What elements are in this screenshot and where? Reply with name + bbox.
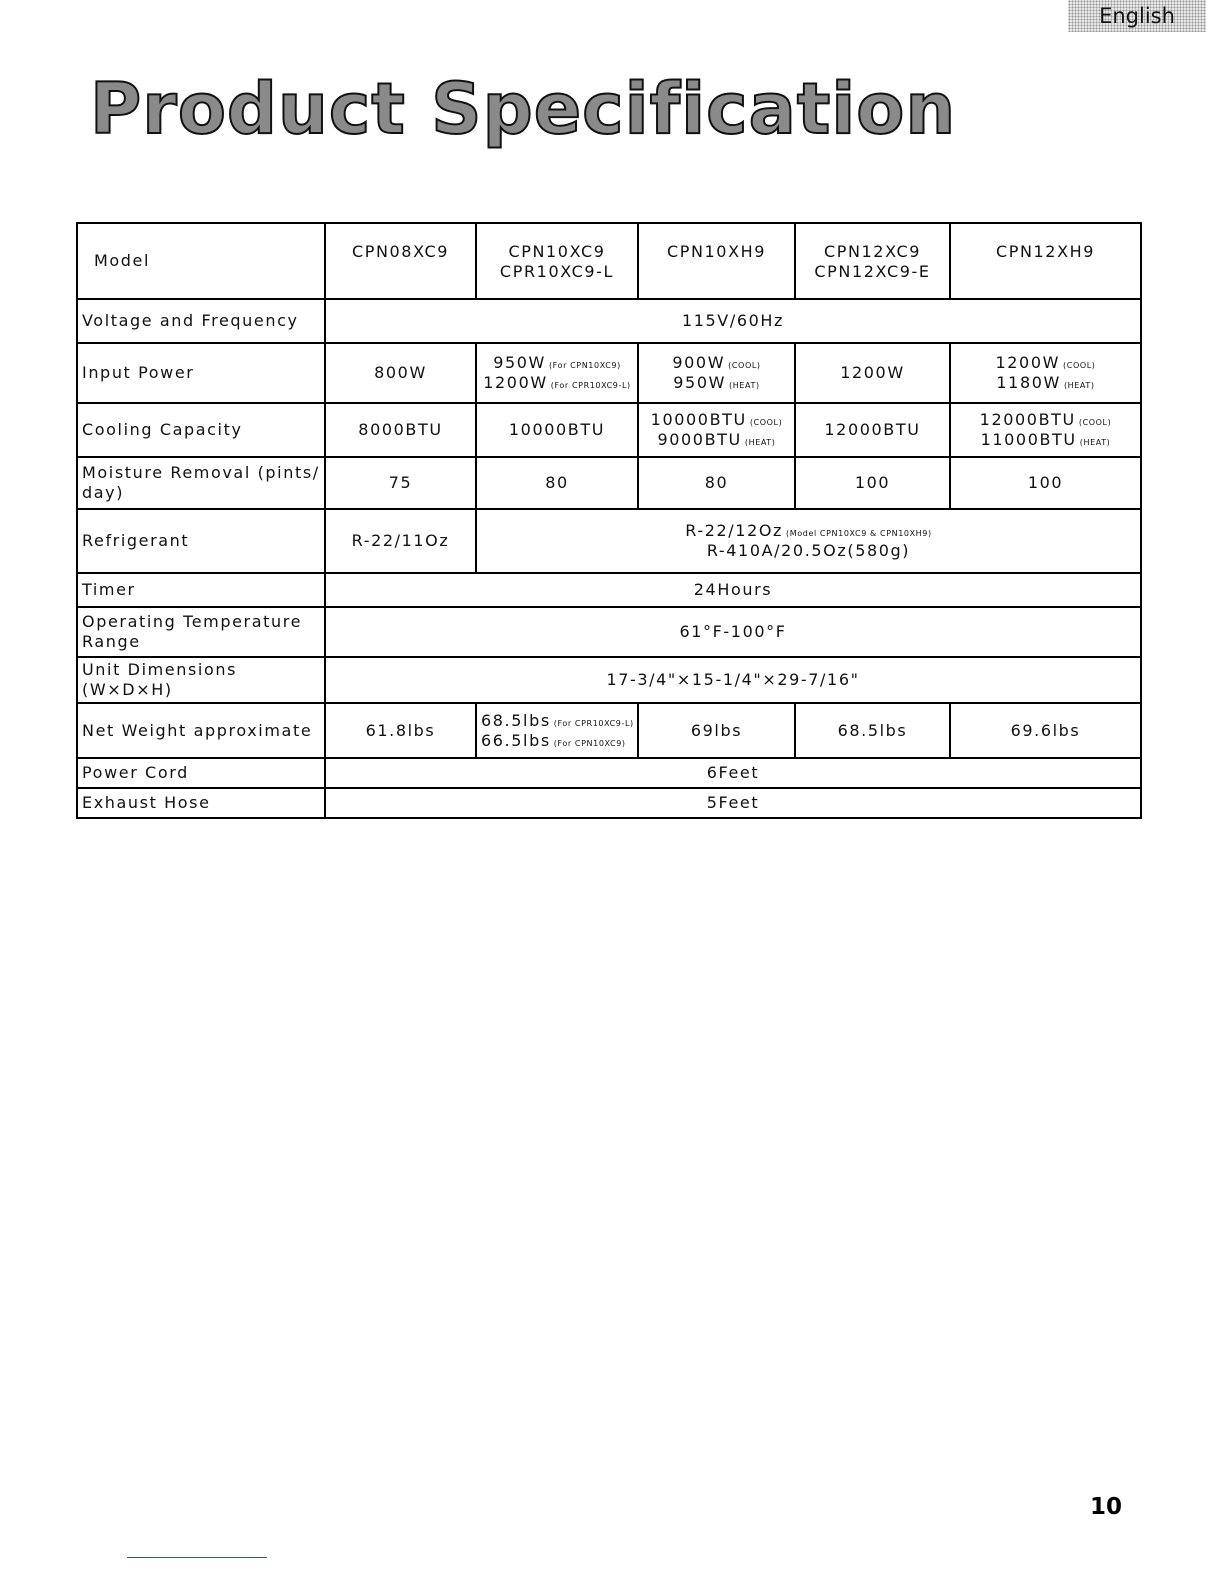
table-row-voltage: [77, 299, 1141, 343]
table-row-model: [77, 223, 1141, 299]
moisture-cell: 100: [795, 457, 950, 509]
input-power-cell: 950W (For CPN10XC9) 1200W (For CPR10XC9-L): [476, 343, 638, 403]
cooling-label: Cooling Capacity: [77, 403, 325, 457]
table-row-moisture: [77, 457, 1141, 509]
cooling-cell: 12000BTU: [795, 403, 950, 457]
page-number: 10: [1090, 1494, 1123, 1520]
op-temp-label: Operating Temperature Range: [77, 607, 325, 657]
model-cell: CPN12XH9: [950, 223, 1141, 299]
timer-label: Timer: [77, 573, 325, 607]
language-tab[interactable]: English: [1068, 0, 1206, 32]
cooling-cell: 8000BTU: [325, 403, 476, 457]
table-row-timer: [77, 573, 1141, 607]
cooling-cell: 10000BTU (COOL) 9000BTU (HEAT): [638, 403, 795, 457]
exhaust-label: Exhaust Hose: [77, 788, 325, 818]
net-weight-cell: 69.6lbs: [950, 703, 1141, 758]
table-row-op-temp: [77, 607, 1141, 657]
net-weight-cell: 61.8lbs: [325, 703, 476, 758]
moisture-cell: 100: [950, 457, 1141, 509]
table-row-input-power: [77, 343, 1141, 403]
table-row-net-weight: [77, 703, 1141, 758]
input-power-cell: 900W (COOL) 950W (HEAT): [638, 343, 795, 403]
model-cell: CPN10XC9 CPR10XC9-L: [476, 223, 638, 299]
moisture-label: Moisture Removal (pints/ day): [77, 457, 325, 509]
model-cell: CPN12XC9 CPN12XC9-E: [795, 223, 950, 299]
refrigerant-other: R-22/12Oz (Model CPN10XC9 & CPN10XH9) R-410A/20.5Oz(580g): [476, 509, 1141, 573]
cooling-cell: 12000BTU (COOL) 11000BTU (HEAT): [950, 403, 1141, 457]
table-row-refrigerant: [77, 509, 1141, 573]
moisture-cell: 80: [476, 457, 638, 509]
power-cord-value: 6Feet: [325, 758, 1141, 788]
model-cell: CPN10XH9: [638, 223, 795, 299]
input-power-cell: 1200W: [795, 343, 950, 403]
net-weight-cell: 68.5lbs (For CPR10XC9-L) 66.5lbs (For CPN10XC9): [476, 703, 638, 758]
table-row-dimensions: [77, 657, 1141, 703]
spec-table: [76, 222, 1142, 819]
refrigerant-cell: R-22/11Oz: [325, 509, 476, 573]
net-weight-cell: 68.5lbs: [795, 703, 950, 758]
net-weight-label: Net Weight approximate: [77, 703, 325, 758]
input-power-label: Input Power: [77, 343, 325, 403]
voltage-value: 115V/60Hz: [325, 299, 1141, 343]
table-row-power-cord: [77, 758, 1141, 788]
net-weight-cell: 69lbs: [638, 703, 795, 758]
cooling-cell: 10000BTU: [476, 403, 638, 457]
page-title: Product Specification: [90, 68, 957, 150]
footer-rule: [127, 1557, 267, 1558]
input-power-cell: 800W: [325, 343, 476, 403]
model-cell: CPN08XC9: [325, 223, 476, 299]
refrigerant-label: Refrigerant: [77, 509, 325, 573]
moisture-cell: 75: [325, 457, 476, 509]
op-temp-value: 61°F-100°F: [325, 607, 1141, 657]
table-row-cooling: [77, 403, 1141, 457]
dimensions-value: 17-3/4"×15-1/4"×29-7/16": [325, 657, 1141, 703]
moisture-cell: 80: [638, 457, 795, 509]
dimensions-label: Unit Dimensions (W×D×H): [77, 657, 325, 703]
timer-value: 24Hours: [325, 573, 1141, 607]
model-label: Model: [77, 223, 325, 299]
input-power-cell: 1200W (COOL) 1180W (HEAT): [950, 343, 1141, 403]
power-cord-label: Power Cord: [77, 758, 325, 788]
voltage-label: Voltage and Frequency: [77, 299, 325, 343]
exhaust-value: 5Feet: [325, 788, 1141, 818]
table-row-exhaust: [77, 788, 1141, 818]
